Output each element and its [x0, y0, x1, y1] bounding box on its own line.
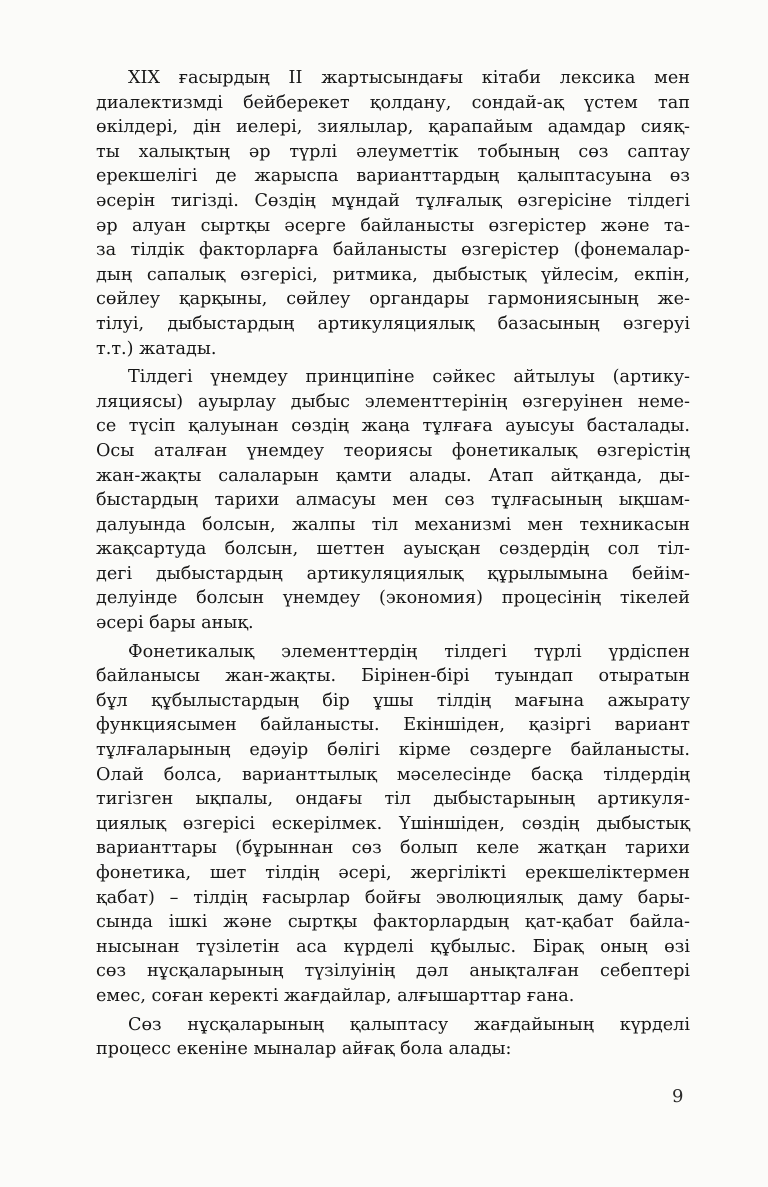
text-line: дың сапалық өзгерісі, ритмика, дыбыстық үйлесім, екпін, — [96, 264, 690, 285]
text-line: се түсіп қалуынан сөздің жаңа тұлғаға ауысуы басталады. — [96, 416, 690, 437]
text-line: Сөз нұсқаларының қалыптасу жағдайының күрделі — [128, 1014, 690, 1035]
text-line: ты халықтың әр түрлі әлеуметтік тобының сөз саптау — [96, 141, 690, 162]
text-line: ерекшелігі де жарыспа варианттардың қалыптасуына өз — [96, 166, 690, 187]
text-line: әсері бары анық. — [96, 613, 254, 634]
text-line: Осы аталған үнемдеу теориясы фонетикалық өзгерістің — [96, 440, 690, 461]
text-line: циялық өзгерісі ескерілмек. Үшіншіден, сөздің дыбыстық — [96, 813, 690, 834]
page-number: 9 — [672, 1086, 684, 1107]
text-line: Олай болса, варианттылық мәселесінде басқа тілдердің — [96, 764, 690, 785]
text-line: жан-жақты салаларын қамти алады. Атап айтқанда, ды- — [96, 465, 690, 486]
text-line: фонетика, шет тілдің әсері, жергілікті ерекшеліктермен — [96, 863, 690, 883]
page-body — [96, 66, 690, 1062]
text-line: ляциясы) ауырлау дыбыс элементтерінің өзгеруінен неме- — [96, 391, 690, 412]
text-line: сөйлеу қарқыны, сөйлеу органдары гармониясының же- — [96, 289, 690, 310]
text-line: Фонетикалық элементтердің тілдегі түрлі үрдіспен — [128, 641, 690, 662]
text-line: диалектизмді бейберекет қолдану, сондай-ақ үстем тап — [96, 92, 690, 113]
text-line: быстардың тарихи алмасуы мен сөз тұлғасының ықшам- — [96, 490, 690, 511]
text-line: Тілдегі үнемдеу принципіне сәйкес айтылуы (артику- — [128, 367, 690, 388]
text-line: бұл құбылыстардың бір ұшы тілдің мағына ажырату — [96, 690, 690, 711]
text-line: функциясымен байланысты. Екіншіден, қазіргі вариант — [96, 715, 690, 736]
paragraph-3 — [96, 640, 690, 1009]
text-line: әр алуан сыртқы әсерге байланысты өзгерістер және та- — [96, 215, 690, 236]
text-line: жақсартуда болсын, шеттен ауысқан сөздердің сол тіл- — [96, 539, 690, 560]
paragraph-2 — [96, 365, 690, 636]
text-line: тигізген ықпалы, ондағы тіл дыбыстарының артикуля- — [96, 789, 690, 810]
text-line: өкілдері, дін иелері, зиялылар, қарапайым адамдар сияқ- — [96, 117, 690, 138]
text-line: за тілдік факторларға байланысты өзгерістер (фонемалар- — [96, 240, 690, 261]
text-line: тұлғаларының едәуір бөлігі кірме сөздерге байланысты. — [96, 740, 690, 761]
text-line: XIX ғасырдың II жартысындағы кітаби лексика мен — [128, 68, 690, 88]
text-line: варианттары (бұрыннан сөз болып келе жатқан тарихи — [96, 838, 690, 859]
text-line: әсерін тигізді. Сөздің мұндай тұлғалық өзгерісіне тілдегі — [96, 190, 690, 211]
text-line: т.т.) жатады. — [96, 338, 217, 359]
paragraph-4 — [96, 1013, 690, 1062]
text-line: нысынан түзілетін аса күрделі құбылыс. Бірақ оның өзі — [96, 936, 690, 957]
text-line: процесс екеніне мыналар айғақ бола алады: — [96, 1039, 512, 1060]
paragraph-1 — [96, 66, 690, 361]
text-line: далуында болсын, жалпы тіл механизмі мен техникасын — [96, 514, 690, 535]
text-line: қабат) – тілдің ғасырлар бойғы эволюциялық даму бары- — [96, 887, 690, 908]
text-line: сөз нұсқаларының түзілуінің дәл анықталған себептері — [96, 961, 690, 982]
text-line: делуінде болсын үнемдеу (экономия) процесінің тікелей — [96, 588, 690, 609]
text-line: тілуі, дыбыстардың артикуляциялық базасының өзгеруі — [96, 313, 690, 334]
text-line: байланысы жан-жақты. Бірінен-бірі туындап отыратын — [96, 666, 690, 687]
text-line: дегі дыбыстардың артикуляциялық құрылымына бейім- — [96, 563, 690, 584]
text-line: сында ішкі және сыртқы факторлардың қат-қабат байла- — [96, 912, 690, 933]
text-line: емес, соған керекті жағдайлар, алғышарттар ғана. — [96, 985, 575, 1006]
